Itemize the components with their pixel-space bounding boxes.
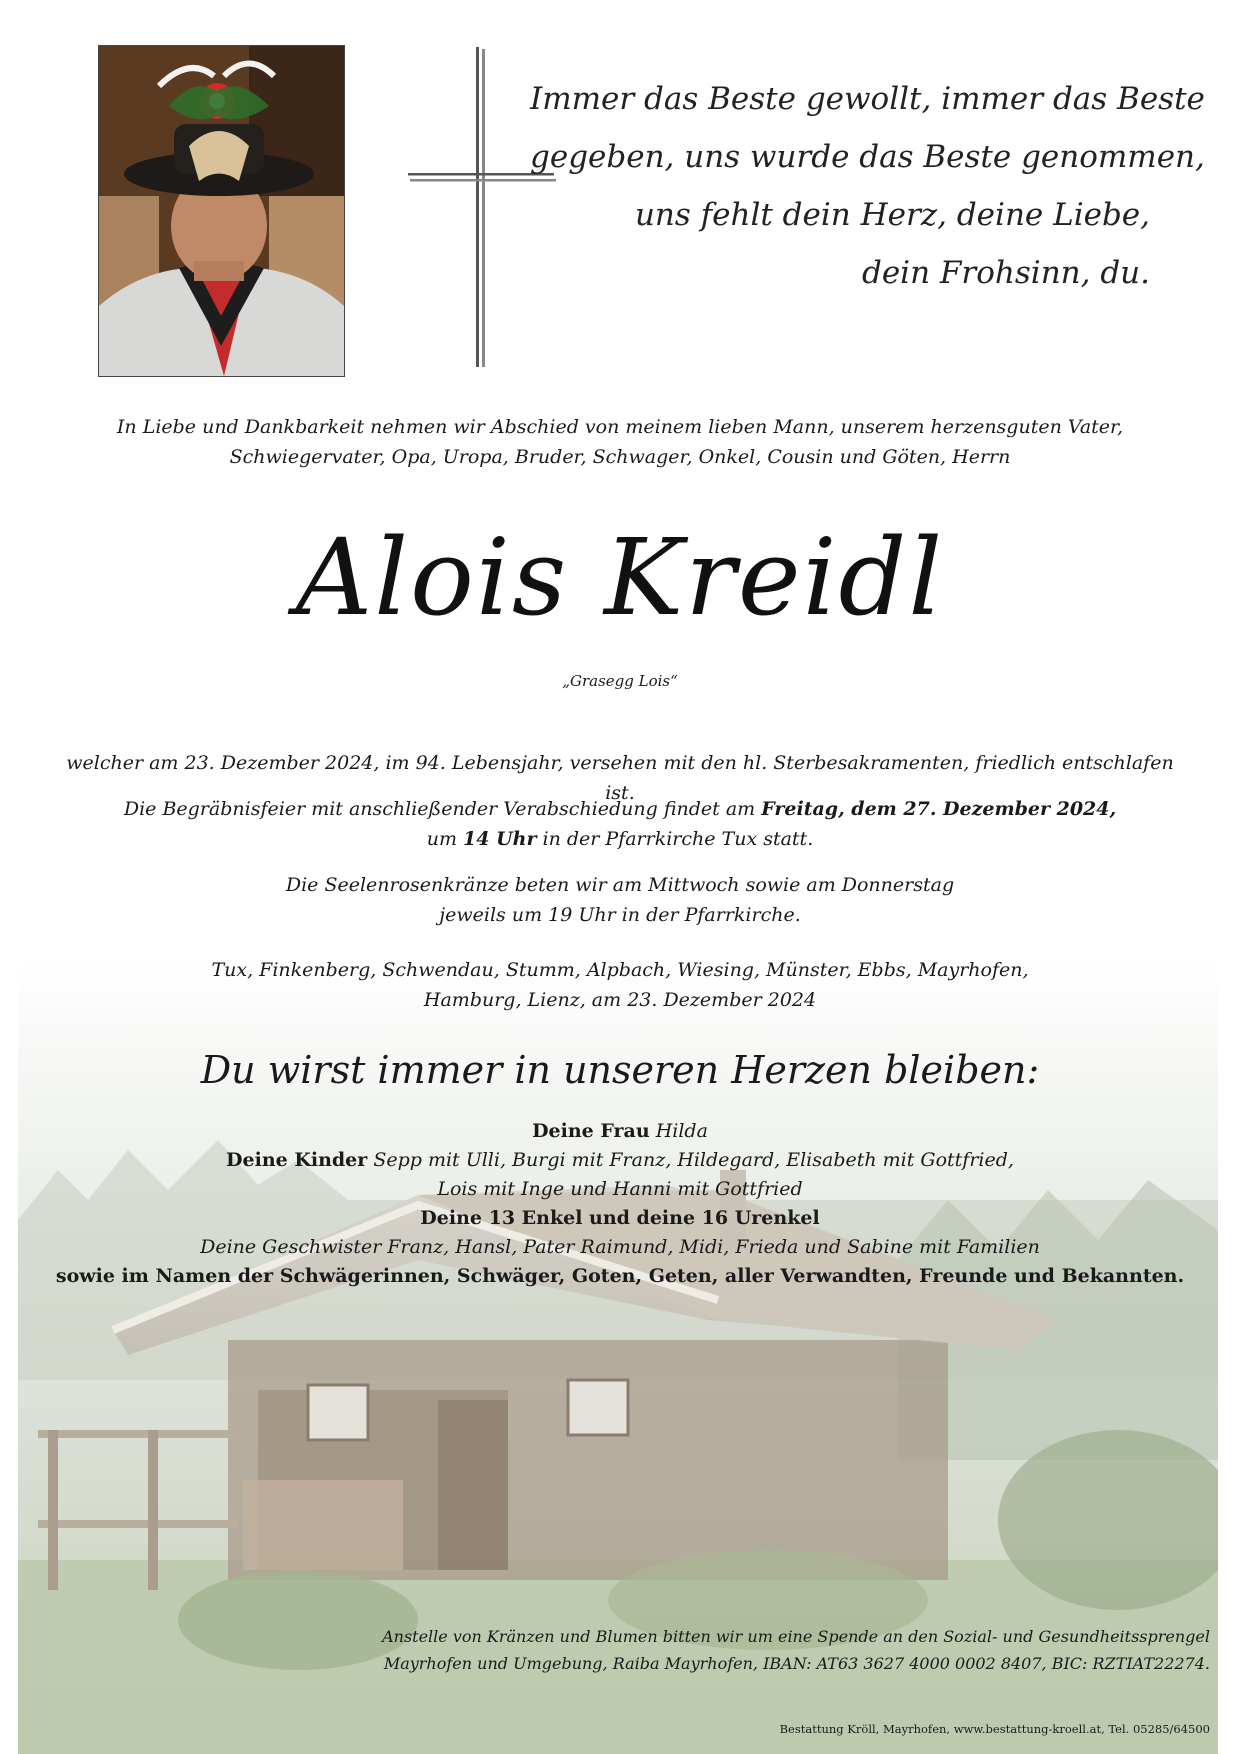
death-notice: welcher am 23. Dezember 2024, im 94. Lebensjahr, versehen mit den hl. Sterbesakramenten, friedlich entschlafen ist. <box>66 752 1174 804</box>
funeral-date: Freitag, dem 27. Dezember 2024, <box>761 798 1117 820</box>
mourners-heading: Du wirst immer in unseren Herzen bleiben: <box>200 1048 1040 1092</box>
rosary-line: jeweils um 19 Uhr in der Pfarrkirche. <box>439 904 801 926</box>
children-names: Sepp mit Ulli, Burgi mit Franz, Hildegard, Elisabeth mit Gottfried, <box>367 1149 1014 1171</box>
quote-line: gegeben, uns wurde das Beste genommen, <box>530 139 1205 175</box>
quote-line: uns fehlt dein Herz, deine Liebe, <box>634 197 1150 233</box>
wife-label: Deine Frau <box>532 1120 650 1142</box>
memorial-quote <box>530 70 1205 302</box>
funeral-text: um <box>426 828 464 850</box>
donation-line: Anstelle von Kränzen und Blumen bitten wir um eine Spende an den Sozial- und Gesundheitssprengel <box>382 1627 1210 1646</box>
mourners-list <box>40 1117 1200 1291</box>
rosary-details <box>60 870 1180 930</box>
deceased-name: Alois Kreidl <box>295 516 945 639</box>
children-label: Deine Kinder <box>226 1149 368 1171</box>
places-line: Hamburg, Lienz, am 23. Dezember 2024 <box>423 989 817 1011</box>
closing-line: sowie im Namen der Schwägerinnen, Schwäger, Goten, Geten, aller Verwandten, Freunde und Bekannten. <box>55 1265 1185 1287</box>
quote-line: dein Frohsinn, du. <box>861 255 1150 291</box>
places-line: Tux, Finkenberg, Schwendau, Stumm, Alpbach, Wiesing, Münster, Ebbs, Mayrhofen, <box>211 959 1029 981</box>
grandchildren: Deine 13 Enkel und deine 16 Urenkel <box>420 1207 820 1229</box>
deceased-nickname: „Grasegg Lois“ <box>562 672 678 690</box>
funeral-text: Die Begräbnisfeier mit anschließender Verabschiedung findet am <box>123 798 762 820</box>
funeral-details <box>60 794 1180 854</box>
quote-line: Immer das Beste gewollt, immer das Beste <box>530 81 1205 117</box>
farewell-intro <box>60 412 1180 472</box>
funeral-text: in der Pfarrkirche Tux statt. <box>536 828 814 850</box>
donation-line: Mayrhofen und Umgebung, Raiba Mayrhofen, IBAN: AT63 3627 4000 0002 8407, BIC: RZTIAT22274. <box>383 1654 1210 1673</box>
funeral-time: 14 Uhr <box>463 828 537 850</box>
places-and-date <box>60 955 1180 1015</box>
portrait-photo <box>98 45 345 377</box>
funeral-home-footer: Bestattung Kröll, Mayrhofen, www.bestattung-kroell.at, Tel. 05285/64500 <box>779 1722 1210 1736</box>
donation-note <box>210 1623 1210 1677</box>
rosary-line: Die Seelenrosenkränze beten wir am Mittwoch sowie am Donnerstag <box>285 874 955 896</box>
siblings: Deine Geschwister Franz, Hansl, Pater Raimund, Midi, Frieda und Sabine mit Familien <box>200 1236 1040 1258</box>
intro-line: Schwiegervater, Opa, Uropa, Bruder, Schwager, Onkel, Cousin und Göten, Herrn <box>229 446 1011 468</box>
wife-name: Hilda <box>649 1120 708 1142</box>
children-names-cont: Lois mit Inge und Hanni mit Gottfried <box>437 1178 803 1200</box>
intro-line: In Liebe und Dankbarkeit nehmen wir Abschied von meinem lieben Mann, unserem herzensguten Vater, <box>116 416 1124 438</box>
